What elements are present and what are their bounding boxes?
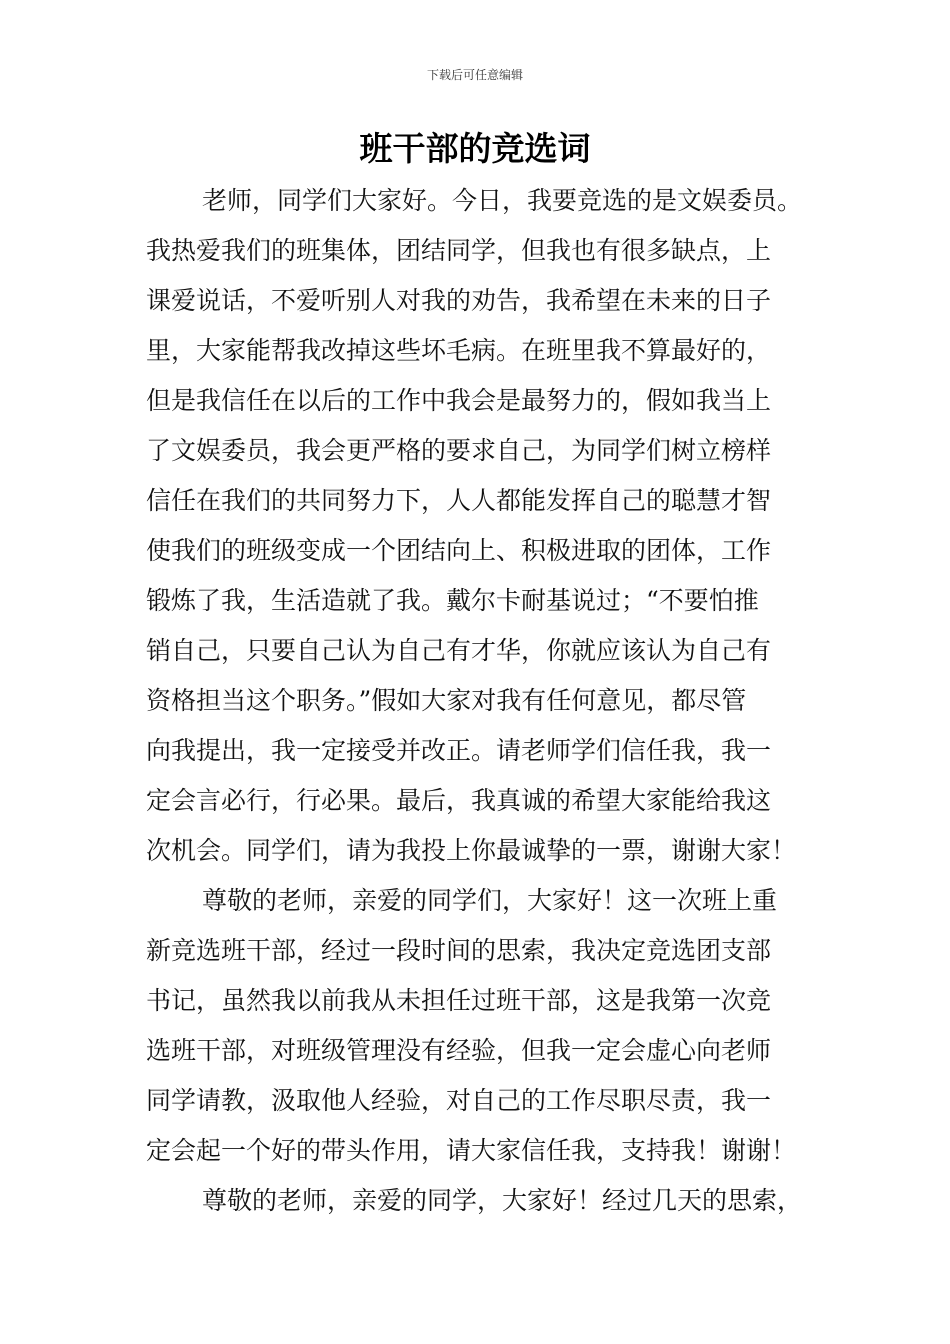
paragraph-line: 尊敬的老师，亲爱的同学，大家好！经过几天的思索， bbox=[202, 1186, 803, 1215]
paragraph-line: 信任在我们的共同努力下，人人都能发挥自己的聪慧才智 bbox=[146, 486, 772, 515]
page-header: 下载后可任意编辑 bbox=[426, 68, 523, 82]
paragraph-line: 同学请教，汲取他人经验，对自己的工作尽职尽责，我一 bbox=[146, 1086, 772, 1115]
document-title: 班干部的竞选词 bbox=[359, 129, 591, 168]
paragraph-line: 向我提出，我一定接受并改正。请老师学们信任我，我一 bbox=[146, 736, 772, 765]
paragraph-line: 次机会。同学们，请为我投上你最诚挚的一票，谢谢大家！ bbox=[146, 836, 797, 865]
paragraph-line: 课爱说话，不爱听别人对我的劝告，我希望在未来的日子 bbox=[146, 286, 772, 315]
paragraph-line: 锻炼了我，生活造就了我。戴尔卡耐基说过；“不要怕推 bbox=[146, 586, 759, 615]
paragraph-line: 使我们的班级变成一个团结向上、积极进取的团体，工作 bbox=[146, 536, 772, 565]
paragraph-line: 尊敬的老师，亲爱的同学们，大家好！这一次班上重 bbox=[202, 886, 778, 915]
paragraph-line: 新竞选班干部，经过一段时间的思索，我决定竞选团支部 bbox=[146, 936, 772, 965]
paragraph-line: 里，大家能帮我改掉这些坏毛病。在班里我不算最好的， bbox=[146, 336, 772, 365]
document-body bbox=[146, 176, 826, 1226]
paragraph-line: 选班干部，对班级管理没有经验，但我一定会虚心向老师 bbox=[146, 1036, 772, 1065]
paragraph-line: 定会起一个好的带头作用，请大家信任我，支持我！谢谢！ bbox=[146, 1136, 797, 1165]
paragraph-line: 书记，虽然我以前我从未担任过班干部，这是我第一次竞 bbox=[146, 986, 772, 1015]
paragraph-line: 老师，同学们大家好。今日，我要竞选的是文娱委员。 bbox=[202, 186, 803, 215]
paragraph-line: 资格担当这个职务。”假如大家对我有任何意见，都尽管 bbox=[146, 686, 747, 715]
paragraph-line: 定会言必行，行必果。最后，我真诚的希望大家能给我这 bbox=[146, 786, 772, 815]
paragraph-line: 了文娱委员，我会更严格的要求自己，为同学们树立榜样 bbox=[146, 436, 772, 465]
paragraph-line: 销自己，只要自己认为自己有才华，你就应该认为自己有 bbox=[146, 636, 772, 665]
paragraph-line: 我热爱我们的班集体，团结同学，但我也有很多缺点，上 bbox=[146, 236, 772, 265]
paragraph-line: 但是我信任在以后的工作中我会是最努力的，假如我当上 bbox=[146, 386, 772, 415]
